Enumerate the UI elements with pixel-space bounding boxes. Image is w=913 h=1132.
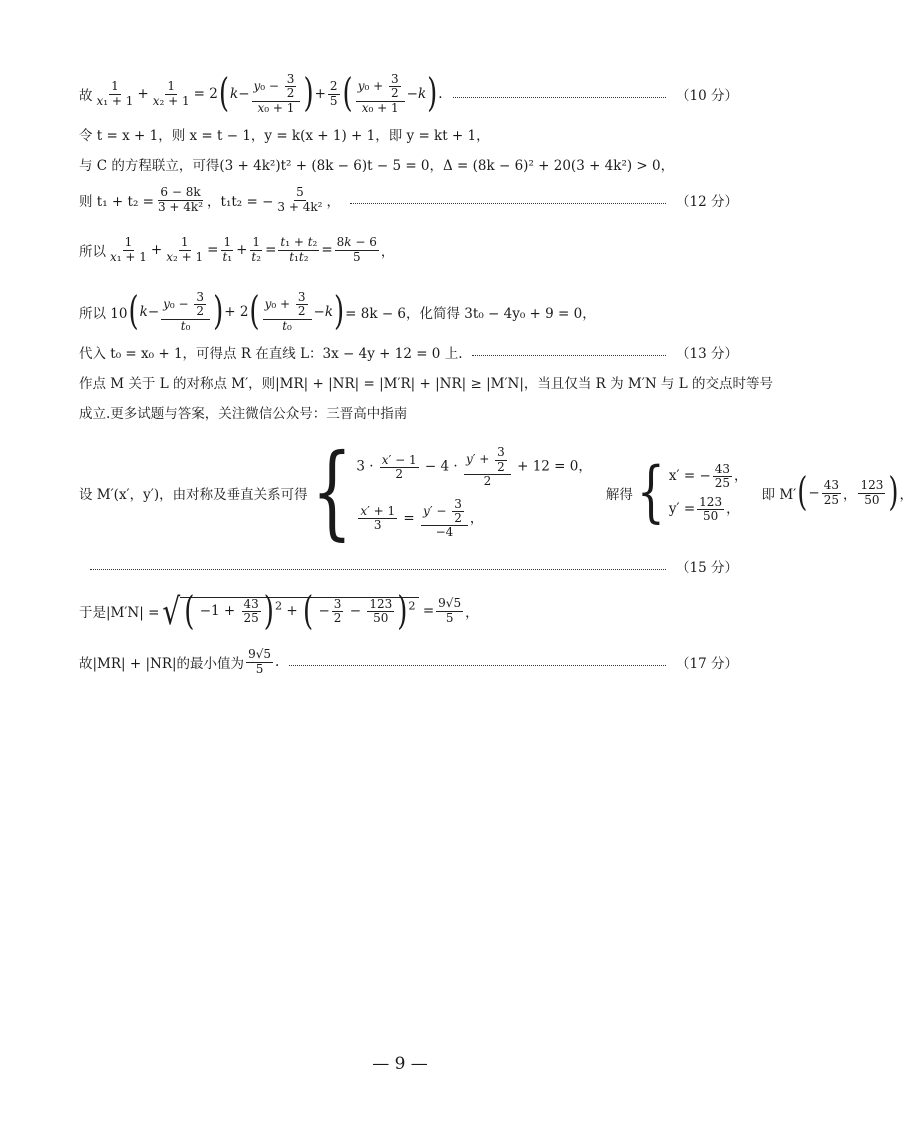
leader-dots: [350, 203, 666, 204]
text: 所以: [79, 244, 106, 260]
frac: $\frac{5}{\text{3 + 4k²}}$: [277, 185, 323, 214]
leader-dots: [90, 569, 666, 570]
text-line-9: [79, 402, 738, 422]
score-line-11: [90, 556, 738, 576]
formula-line-4: 则 t₁ + t₂ = $\frac{6 - 8k}{\text{3 + 4k²}}$ ，t₁t₂ = − $\frac{5}{\text{3 + 4k²}}$ ， （12 分）: [79, 185, 738, 214]
solution-system: x′ = − $\frac{43}{25}$ ， y′ = $\frac{123}{50}$ ，: [668, 461, 748, 524]
text: ，: [380, 244, 395, 260]
equation-system: 3 · $\frac{x' - 1}{2}$ − 4 · y′ + $\frac{3}{2}$ 2 + 12 = 0， $\frac{x' + 1}{3}$ = y′ − $\frac{3}{2}$ −4 ，: [356, 445, 592, 540]
frac: y₀ − $\frac{3}{2}$ x₀ + 1: [252, 73, 301, 115]
leader-dots: [289, 665, 666, 666]
text: 即 M′: [761, 487, 797, 503]
text: 作点 M 关于 L 的对称点 M′，则|MR| + |NR| = |M′R| + |NR| ≥ |M′N|，当且仅当 R 为 M′N 与 L 的交点时等号: [79, 376, 773, 392]
text: 代入 t₀ = x₀ + 1，可得点 R 在直线 L：3x − 4y + 12 = 0 上.: [79, 346, 463, 362]
formula-line-10: 设 M′(x′，y′)，由对称及垂直关系可得 { 3 · $\frac{x' - 1}{2}$ − 4 · y′ + $\frac{3}{2}$ 2 + 12 = 0， $\frac{x' + 1}{3}$ = y′ − $\frac{3}{2}$ −4 ， 解得 { x′ = − $\frac{43}{25}$ ， y′ = $\frac{123}{50}$ ， 即 M′ ( − $\frac{43}{25}$ ， $\frac{123}{50}$ ) ，: [79, 433, 913, 553]
frac: $\frac{6 - 8k}{\text{3 + 4k²}}$: [157, 185, 204, 214]
text: ，t₁t₂ = −: [207, 194, 274, 210]
leader-dots: [472, 355, 666, 356]
text: 故: [79, 88, 93, 104]
brace: {: [636, 454, 665, 531]
formula-line-12: 于是|M′N| = √ ( −1 + $\frac{43}{25}$ )$^2$ + ( − $\frac{3}{2}$ − $\frac{123}{50}$ )$^2$ = $\frac{9√5}{5}$ ，: [79, 589, 479, 634]
text: = 8k − 6，化简得 3t₀ − 4y₀ + 9 = 0，: [345, 306, 596, 322]
text: 则 t₁ + t₂ =: [79, 194, 154, 210]
page-number: — 9 —: [372, 1054, 428, 1074]
text-line-7: [79, 342, 738, 362]
formula-line-5: 所以 $\frac{1}{\text{x₁ + 1}}$ + $\frac{1}{\text{x₂ + 1}}$ = $\frac{1}{\text{t₁}}$ + $\frac{1}{\text{t₂}}$ = $\frac{\text{t₁ + t₂}}{\text{t₁t₂}}$ = $\frac{8k - 6}{5}$ ，: [79, 235, 395, 264]
text: 故|MR| + |NR|的最小值为: [79, 656, 245, 672]
score-label: （12 分）: [676, 194, 738, 210]
frac: y₀ + $\frac{3}{2}$ x₀ + 1: [356, 73, 405, 115]
text: 与 C 的方程联立，可得(3 + 4k²)t² + (8k − 6)t − 5 = 0，Δ = (8k − 6)² + 20(3 + 4k²) > 0，: [79, 158, 675, 174]
frac: $\frac{1}{\text{x₁ + 1}}$: [96, 79, 134, 108]
sqrt: ( −1 + $\frac{43}{25}$ )$^2$ + ( − $\frac{3}{2}$ − $\frac{123}{50}$ )$^2$: [180, 597, 418, 625]
formula-line-6: 所以 10 ( k − y₀ − $\frac{3}{2}$ t₀ ) + 2 ( y₀ + $\frac{3}{2}$ t₀ − k ) = 8k − 6，化简得 3t₀ − 4y₀ + 9 = 0，: [79, 289, 596, 335]
text: 所以 10: [79, 306, 128, 322]
score-label: （17 分）: [676, 656, 738, 672]
formula-line-13: 故|MR| + |NR|的最小值为 $\frac{9√5}{5}$ . （17 分）: [79, 647, 738, 676]
score-label: （10 分）: [676, 88, 738, 104]
text: 成立.更多试题与答案，关注微信公众号：三晋高中指南: [79, 406, 408, 422]
brace: {: [311, 433, 353, 553]
text-line-8: [79, 372, 773, 392]
text-line-3: [79, 154, 738, 174]
text: 于是|M′N| =: [79, 605, 160, 621]
text-line-2: [79, 124, 738, 144]
text: 令 t = x + 1，则 x = t − 1，y = k(x + 1) + 1，即 y = kt + 1，: [79, 128, 490, 144]
frac: $\frac{2}{5}$: [329, 79, 338, 108]
text: 设 M′(x′，y′)，由对称及垂直关系可得: [79, 487, 308, 503]
text: 解得: [605, 487, 633, 503]
frac: $\frac{1}{\text{x₂ + 1}}$: [152, 79, 190, 108]
score-label: （15 分）: [676, 560, 738, 576]
leader-dots: [453, 97, 666, 98]
score-label: （13 分）: [676, 346, 738, 362]
formula-line-1: 故 $\frac{1}{\text{x₁ + 1}}$ + $\frac{1}{\text{x₂ + 1}}$ = 2 ( k − y₀ − $\frac{3}{2}$ x₀ + 1 ) + $\frac{2}{5}$ ( y₀ + $\frac{3}{2}$ x₀ + 1 − k ) . （10 分）: [79, 71, 738, 117]
